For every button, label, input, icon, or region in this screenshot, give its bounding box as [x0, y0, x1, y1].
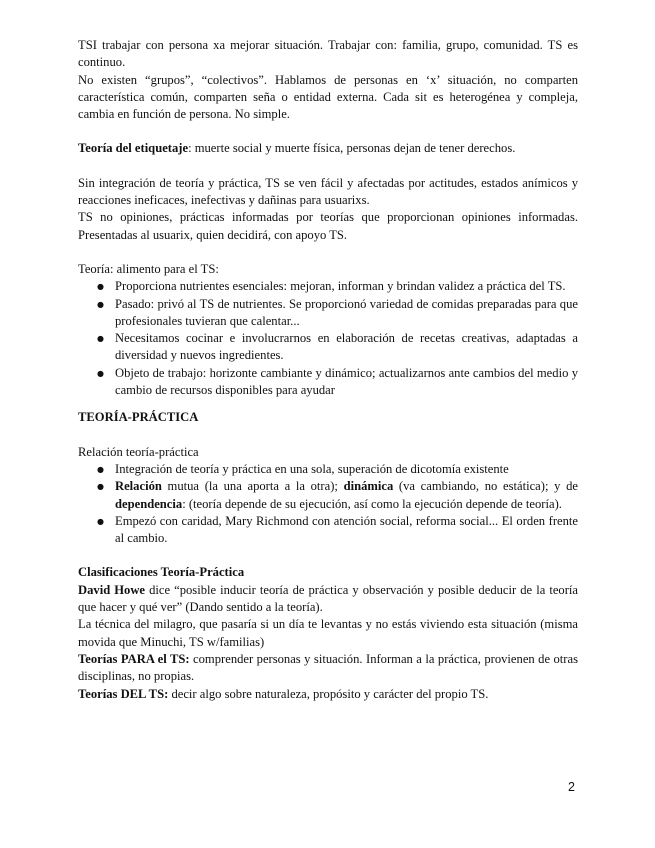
- term-etiquetaje: Teoría del etiquetaje: [78, 141, 189, 156]
- relacion-list: [78, 461, 578, 547]
- list-item: ● Pasado: privó al TS de nutrientes. Se proporcionó variedad de comidas preparadas para que profesionales tuvieran que calentar...: [78, 296, 578, 331]
- section-heading-teoria-practica: TEORÍA-PRÁCTICA: [78, 410, 199, 425]
- list-item: ● Integración de teoría y práctica en una sola, superación de dicotomía existente: [78, 461, 578, 478]
- paragraph-opiniones: TS no opiniones, prácticas informadas por teorías que proporcionan opiniones informadas. Presentadas al usuarix, quien decidirá, con apoyo TS.: [78, 210, 578, 242]
- paragraph-tsi: TSI trabajar con persona xa mejorar situación. Trabajar con: familia, grupo, comunidad. TS es continuo.: [78, 38, 578, 70]
- page-content: [78, 37, 578, 703]
- paragraph-integracion: Sin integración de teoría y práctica, TS se ven fácil y afectadas por actitudes, estados anímicos y reacciones ineficaces, inefectivas y dañinas para usuarixs.: [78, 175, 578, 208]
- clasificaciones-heading: Clasificaciones Teoría-Práctica: [78, 565, 245, 580]
- alimento-list: [78, 278, 578, 399]
- list-item: ● Necesitamos cocinar e involucrarnos en elaboración de recetas creativas, adaptadas a diversidad y nuevos ingredientes.: [78, 330, 578, 365]
- paragraph-teorias-del: Teorías DEL TS: decir algo sobre naturaleza, propósito y carácter del propio TS.: [78, 686, 489, 701]
- paragraph-grupos: No existen “grupos”, “colectivos”. Hablamos de personas en ‘x’ situación, no comparten característica común, comparten seña o entidad externa. Cada sit es heterogénea y compleja, cambia en función de persona. No simple.: [78, 72, 578, 122]
- list-item: ● Objeto de trabajo: horizonte cambiante y dinámico; actualizarnos ante cambios del medio y cambio de recursos disponibles para ayudar: [78, 365, 578, 400]
- list-item: ● Empezó con caridad, Mary Richmond con atención social, reforma social... El orden frente al cambio.: [78, 513, 578, 548]
- paragraph-etiquetaje: Teoría del etiquetaje: muerte social y muerte física, personas dejan de tener derechos.: [78, 141, 516, 156]
- relacion-intro: Relación teoría-práctica: [78, 444, 199, 459]
- list-item: ● Proporciona nutrientes esenciales: mejoran, informan y brindan validez a práctica del TS.: [78, 278, 578, 295]
- page-number: 2: [568, 780, 575, 794]
- paragraph-teorias-para: Teorías PARA el TS: comprender personas y situación. Informan a la práctica, provienen de otras disciplinas, no propias.: [78, 651, 578, 684]
- paragraph-david-howe: David Howe dice “posible inducir teoría de práctica y observación y posible deducir de la teoría que hacer y qué ver” (Dando sentido a la teoría).: [78, 582, 578, 615]
- alimento-intro: Teoría: alimento para el TS:: [78, 261, 219, 276]
- paragraph-milagro: La técnica del milagro, que pasaría si un día te levantas y no estás viviendo esta situación (misma movida que Minuchi, TS w/familias): [78, 617, 578, 649]
- list-item: ● Relación mutua (la una aporta a la otra); dinámica (va cambiando, no estática); y de dependencia: (teoría depende de su ejecución, así como la ejecución depende de teoría).: [78, 478, 578, 513]
